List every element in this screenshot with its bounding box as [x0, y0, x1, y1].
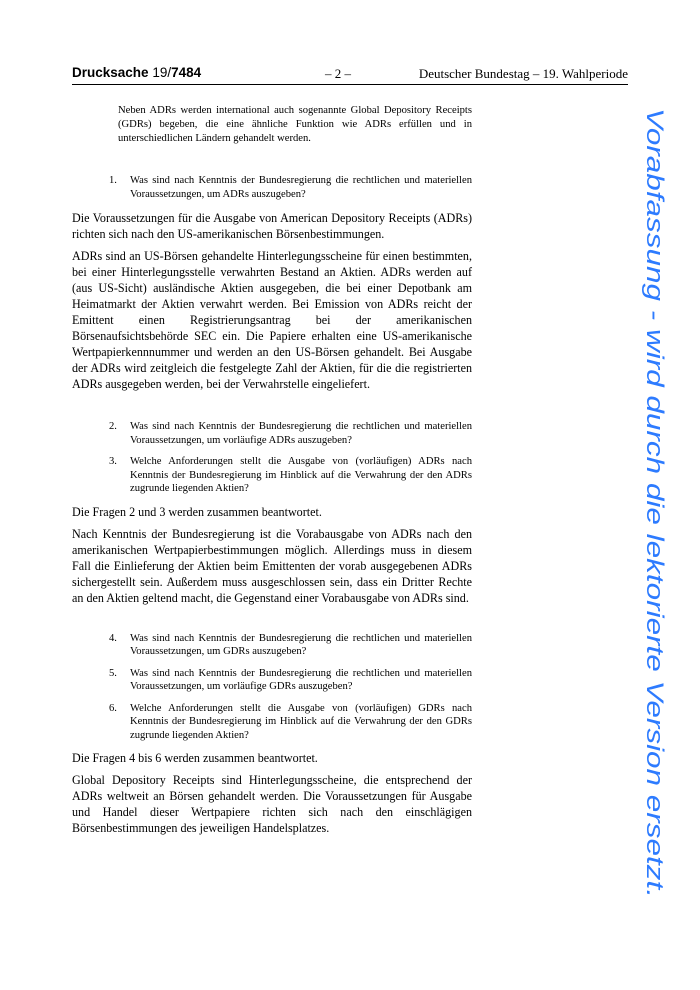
question-number: 4. [109, 632, 117, 644]
preamble-paragraph: Neben ADRs werden international auch sogenannte Global Depository Receipts (GDRs) begeben, die eine ähnliche Funktion wie ADRs erfüllen und in unterschiedlichen Ländern gehandelt werden. [118, 105, 472, 144]
question-text: Was sind nach Kenntnis der Bundesregierung die rechtlichen und materiellen Voraussetzungen, um GDRs auszugeben? [130, 632, 472, 657]
question-number: 1. [109, 175, 117, 186]
question-6 [109, 702, 472, 743]
publisher-label: Deutscher Bundestag – 19. Wahlperiode [418, 66, 628, 81]
header-divider [72, 84, 628, 85]
answer-paragraph: Die Voraussetzungen für die Ausgabe von American Depository Receipts (ADRs) richten sich nach den US-amerikanischen Börsenbestimmungen. [72, 211, 472, 241]
question-number: 5. [109, 667, 117, 679]
question-number: 6. [109, 702, 117, 714]
page-number: – 2 – [325, 66, 351, 81]
document-number: Drucksache 19/7484 [72, 65, 202, 80]
watermark-text: Vorabfassung - wird durch die lektorierte Version ersetzt. [641, 108, 668, 724]
question-1 [109, 174, 472, 201]
answer-paragraph: Nach Kenntnis der Bundesregierung ist die Vorabausgabe von ADRs nach den amerikanischen Wertpapierbestimmungen möglich. Allerdings muss in diesem Fall die Einlieferung der Aktien beim Emittenten der vorab ausgegebenen ADRs sichergestellt sein. Außerdem muss ausgeschlossen sein, dass ein Dritter Rechte an den Aktien geltend macht, die Gegenstand einer Vorabausgabe von ADRs sind. [72, 526, 472, 605]
question-4 [109, 632, 472, 659]
answer-paragraph: Die Fragen 4 bis 6 werden zusammen beantwortet. [72, 751, 318, 765]
document-body [72, 104, 472, 836]
question-2 [109, 420, 472, 447]
question-text: Welche Anforderungen stellt die Ausgabe von (vorläufigen) GDRs nach Kenntnis der Bundesregierung im Hinblick auf die Verwahrung der den GDRs zugrunde liegenden Aktien? [130, 702, 472, 741]
watermark-svg [635, 108, 691, 904]
answer-paragraph: Die Fragen 2 und 3 werden zusammen beantwortet. [72, 504, 322, 519]
question-text: Was sind nach Kenntnis der Bundesregierung die rechtlichen und materiellen Voraussetzungen, um vorläufige ADRs auszugeben? [130, 421, 472, 446]
question-3 [109, 455, 472, 496]
question-text: Was sind nach Kenntnis der Bundesregierung die rechtlichen und materiellen Voraussetzungen, um vorläufige GDRs auszugeben? [130, 667, 472, 692]
answer-paragraph: ADRs sind an US-Börsen gehandelte Hinterlegungsscheine für einen bestimmten, bei einer Hinterlegungsstelle verwahrten Bestand an Aktien. ADRs werden auf (aus US-Sicht) ausländische Aktien ausgegeben, die bei einer Depotbank am Heimatmarkt der Aktien verwahrt werden. Bei Emission von ADRs reicht der Emittent einen Registrierungsantrag bei der amerikanischen Börsenaufsichtsbehörde SEC ein. Die Papiere erhalten eine US-amerikanische Wertpapierkennnummer und werden an den US-Börsen gehandelt. Bei Ausgabe der ADRs wird zeitgleich die festgelegte Zahl der Aktien, für die die registrierten ADRs ausgegeben werden, bei der Verwahrstelle eingeliefert. [72, 249, 472, 391]
question-number: 2. [109, 421, 117, 432]
question-text: Welche Anforderungen stellt die Ausgabe von (vorläufigen) ADRs nach Kenntnis der Bundesregierung im Hinblick auf die Verwahrung der den ADRs zugrunde liegenden Aktien? [130, 456, 472, 494]
answer-paragraph: Global Depository Receipts sind Hinterlegungsscheine, die entsprechend der ADRs weltweit an Börsen gehandelt werden. Die Voraussetzungen für Ausgabe und Handel dieser Wertpapiere richten sich nach den einschlägigen Börsenbestimmungen des jeweiligen Handelsplatzes. [72, 773, 472, 835]
page-header [72, 64, 628, 86]
draft-watermark [635, 108, 691, 904]
question-5 [109, 667, 472, 694]
question-text: Was sind nach Kenntnis der Bundesregierung die rechtlichen und materiellen Voraussetzungen, um ADRs auszugeben? [130, 175, 472, 200]
question-number: 3. [109, 456, 117, 467]
